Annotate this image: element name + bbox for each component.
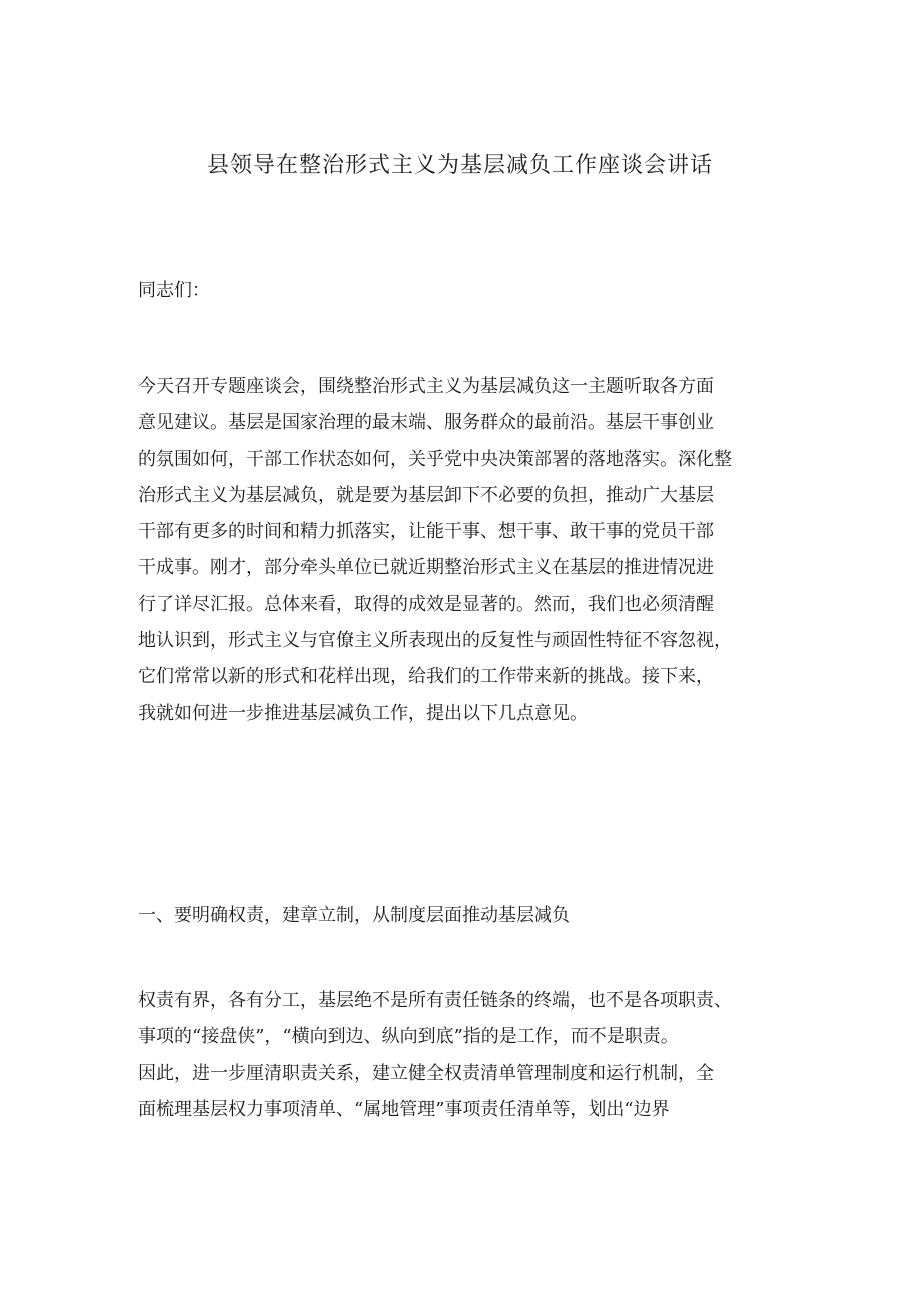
paragraph-line: 因此，进一步厘清职责关系，建立健全权责清单管理制度和运行机制，全	[138, 1062, 714, 1084]
section-heading-1: 一、要明确权责，建章立制，从制度层面推动基层减负	[138, 905, 570, 926]
paragraph-section-1	[138, 983, 798, 1128]
paragraph-line: 权责有界，各有分工，基层绝不是所有责任链条的终端，也不是各项职责、	[138, 990, 732, 1011]
paragraph-line: 治形式主义为基层减负，就是要为基层卸下不必要的负担，推动广大基层	[138, 484, 714, 506]
paragraph-line: 干部有更多的时间和精力抓落实，让能干事、想干事、敢干事的党员干部	[138, 521, 714, 543]
paragraph-intro	[138, 369, 798, 732]
paragraph-line: 的氛围如何，干部工作状态如何，关乎党中央决策部署的落地落实。深化整	[138, 448, 732, 470]
paragraph-line: 面梳理基层权力事项清单、“属地管理”事项责任清单等，划出“边界	[138, 1098, 670, 1120]
paragraph-line: 今天召开专题座谈会，围绕整治形式主义为基层减负这一主题听取各方面	[138, 376, 714, 397]
salutation: 同志们：	[138, 280, 210, 301]
paragraph-line: 干成事。刚才，部分牵头单位已就近期整治形式主义在基层的推进情况进	[138, 557, 714, 579]
paragraph-line: 地认识到，形式主义与官僚主义所表现出的反复性与顽固性特征不容忽视，	[138, 630, 732, 652]
document-title: 县领导在整治形式主义为基层减负工作座谈会讲话	[206, 153, 713, 178]
paragraph-line: 它们常常以新的形式和花样出现，给我们的工作带来新的挑战。接下来，	[138, 666, 714, 688]
paragraph-line: 我就如何进一步推进基层减负工作，提出以下几点意见。	[138, 702, 588, 724]
paragraph-line: 行了详尽汇报。总体来看，取得的成效是显著的。然而，我们也必须清醒	[138, 593, 714, 615]
paragraph-line: 事项的“接盘侠”，“横向到边、纵向到底”指的是工作，而不是职责。	[138, 1026, 679, 1048]
paragraph-line: 意见建议。基层是国家治理的最末端、服务群众的最前沿。基层干事创业	[138, 412, 714, 434]
